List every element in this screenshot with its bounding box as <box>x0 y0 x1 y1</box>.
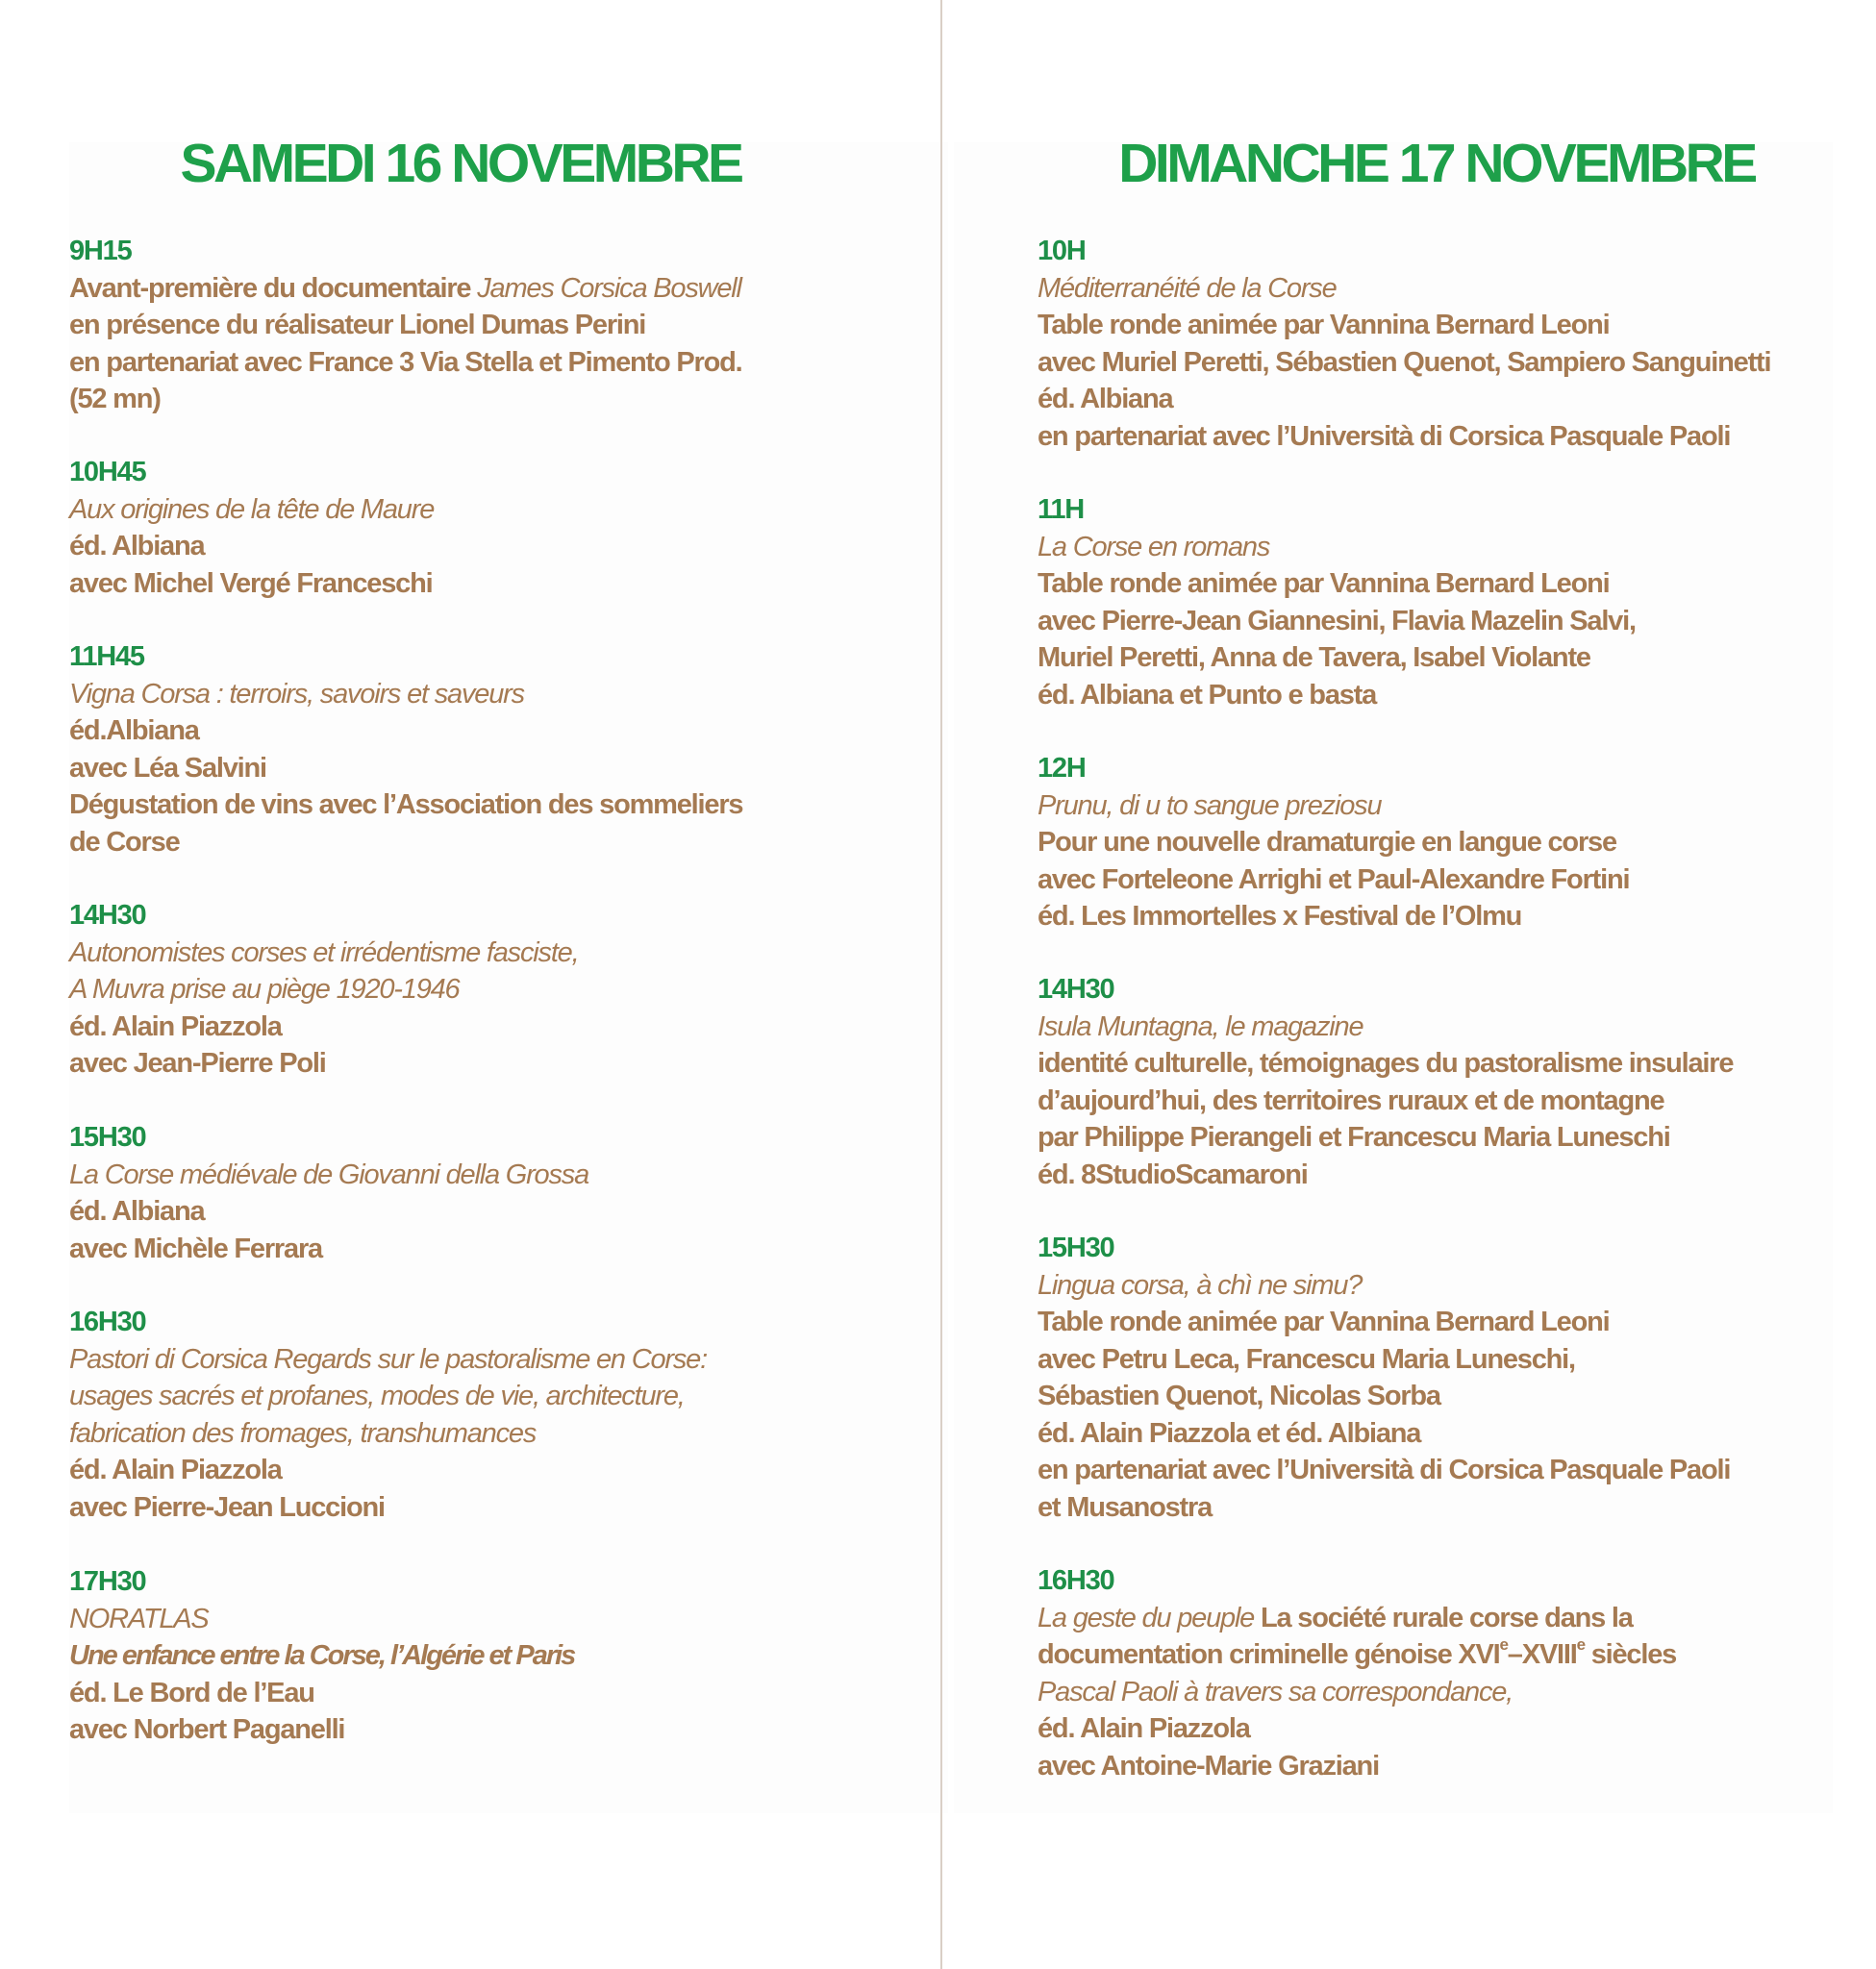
event-line: avec Forteleone Arrighi et Paul-Alexandre Fortini <box>1038 863 1630 895</box>
event-line: éd. Albiana et Punto e basta <box>1038 679 1377 710</box>
event-line: Dégustation de vins avec l’Association des sommeliers <box>69 789 743 820</box>
event-line: Sébastien Quenot, Nicolas Sorba <box>1038 1381 1440 1411</box>
event-line: Table ronde animée par Vannina Bernard Leoni <box>1038 310 1610 340</box>
event-sun-10h <box>1038 233 1770 455</box>
event-line: (52 mn) <box>69 384 161 414</box>
event-line: avec Léa Salvini <box>69 752 266 784</box>
event-time: 15H30 <box>1038 1233 1114 1263</box>
event-line: avec Muriel Peretti, Sébastien Quenot, Sampiero Sanguinetti <box>1038 346 1771 378</box>
event-title: A Muvra prise au piège 1920-1946 <box>69 974 460 1005</box>
event-line: avec Michel Vergé Franceschi <box>69 567 433 599</box>
event-line: éd. Alain Piazzola et éd. Albiana <box>1038 1417 1421 1449</box>
event-title: Autonomistes corses et irrédentisme fasciste, <box>69 936 579 968</box>
event-title: Lingua corsa, à chì ne simu? <box>1038 1269 1363 1301</box>
event-line: avec Pierre-Jean Giannesini, Flavia Mazelin Salvi, <box>1038 605 1636 636</box>
event-line: d’aujourd’hui, des territoires ruraux et de montagne <box>1038 1084 1664 1116</box>
fold-divider <box>940 0 942 1969</box>
event-line: Muriel Peretti, Anna de Tavera, Isabel Violante <box>1038 642 1590 673</box>
event-title: NORATLAS <box>69 1603 209 1634</box>
event-title: La Corse en romans <box>1038 531 1270 562</box>
saturday-heading: SAMEDI 16 NOVEMBRE <box>180 133 741 194</box>
event-line: en présence du réalisateur Lionel Dumas Perini <box>69 310 646 340</box>
event-time: 14H30 <box>69 900 146 931</box>
event-line: Pour une nouvelle dramaturgie en langue corse <box>1038 827 1616 858</box>
event-line: éd. Le Bord de l’Eau <box>69 1677 314 1708</box>
event-line: avec Pierre-Jean Luccioni <box>69 1491 385 1523</box>
event-line: éd.Albiana <box>69 715 199 746</box>
event-line: de Corse <box>69 826 180 858</box>
event-line: éd. Alain Piazzola <box>1038 1713 1250 1744</box>
event-line: avec Norbert Paganelli <box>69 1714 345 1745</box>
event-line: avec Jean-Pierre Poli <box>69 1048 326 1079</box>
event-sun-11h <box>1038 491 1636 713</box>
event-line: documentation criminelle génoise XVIe–XVIIIe siècles <box>1038 1635 1677 1670</box>
event-sun-1630 <box>1038 1562 1676 1784</box>
event-line: éd. Les Immortelles x Festival de l’Olmu <box>1038 901 1522 932</box>
event-sat-1430 <box>69 897 578 1083</box>
event-time: 14H30 <box>1038 974 1114 1005</box>
event-line: Table ronde animée par Vannina Bernard Leoni <box>1038 1307 1610 1337</box>
event-title: Pascal Paoli à travers sa correspondance, <box>1038 1676 1513 1707</box>
event-line: La geste du peuple La société rurale corse dans la <box>1038 1602 1633 1633</box>
book-title: La geste du peuple <box>1038 1602 1255 1633</box>
event-time: 17H30 <box>69 1566 146 1597</box>
event-line: avec Petru Leca, Francescu Maria Luneschi, <box>1038 1343 1575 1375</box>
event-sat-1630 <box>69 1304 707 1526</box>
event-time: 9H15 <box>69 236 132 266</box>
event-time: 11H45 <box>69 641 144 672</box>
event-time: 11H <box>1038 494 1084 525</box>
event-line: identité culturelle, témoignages du pastoralisme insulaire <box>1038 1048 1734 1079</box>
event-title: usages sacrés et profanes, modes de vie, architecture, <box>69 1381 685 1411</box>
event-sat-1730 <box>69 1563 574 1749</box>
event-sat-0915 <box>69 233 741 418</box>
event-sat-1145 <box>69 638 742 860</box>
event-title: fabrication des fromages, transhumances <box>69 1417 537 1449</box>
event-line: éd. Alain Piazzola <box>69 1455 282 1485</box>
event-time: 12H <box>1038 753 1086 784</box>
event-subtitle: Une enfance entre la Corse, l’Algérie et Paris <box>69 1640 575 1671</box>
event-line: avec Michèle Ferrara <box>69 1233 322 1264</box>
event-title: Vigna Corsa : terroirs, savoirs et saveurs <box>69 678 524 710</box>
event-title: Isula Muntagna, le magazine <box>1038 1010 1363 1042</box>
event-sun-1430 <box>1038 971 1733 1193</box>
event-title: Aux origines de la tête de Maure <box>69 493 435 525</box>
event-line: en partenariat avec l’Università di Corsica Pasquale Paoli <box>1038 420 1731 452</box>
event-sun-1530 <box>1038 1230 1730 1526</box>
event-time: 15H30 <box>69 1122 146 1153</box>
event-title: Prunu, di u to sangue preziosu <box>1038 789 1382 821</box>
event-line: par Philippe Pierangeli et Francescu Maria Luneschi <box>1038 1122 1670 1153</box>
event-sat-1530 <box>69 1119 588 1267</box>
event-line: en partenariat avec France 3 Via Stella et Pimento Prod. <box>69 346 742 378</box>
event-title: Pastori di Corsica Regards sur le pastoralisme en Corse: <box>69 1343 707 1375</box>
event-title: Méditerranéité de la Corse <box>1038 272 1337 304</box>
event-line: éd. Albiana <box>1038 384 1173 414</box>
event-line: Table ronde animée par Vannina Bernard Leoni <box>1038 568 1610 599</box>
event-sat-1045 <box>69 454 434 602</box>
event-line: en partenariat avec l’Università di Corsica Pasquale Paoli <box>1038 1455 1731 1485</box>
film-title: James Corsica Boswell <box>477 272 741 304</box>
event-line: éd. Albiana <box>69 1196 205 1227</box>
event-line: Avant-première du documentaire James Corsica Boswell <box>69 272 741 304</box>
event-time: 10H <box>1038 236 1086 266</box>
event-line: éd. Albiana <box>69 531 205 561</box>
event-title: La Corse médiévale de Giovanni della Grossa <box>69 1159 588 1190</box>
event-time: 16H30 <box>69 1307 146 1337</box>
event-time: 16H30 <box>1038 1565 1114 1596</box>
event-line: et Musanostra <box>1038 1491 1212 1523</box>
event-time: 10H45 <box>69 457 146 487</box>
event-sun-12h <box>1038 750 1629 935</box>
event-line: avec Antoine-Marie Graziani <box>1038 1750 1379 1782</box>
sunday-heading: DIMANCHE 17 NOVEMBRE <box>1118 133 1755 194</box>
event-line: éd. 8StudioScamaroni <box>1038 1159 1308 1190</box>
event-line: éd. Alain Piazzola <box>69 1010 282 1042</box>
